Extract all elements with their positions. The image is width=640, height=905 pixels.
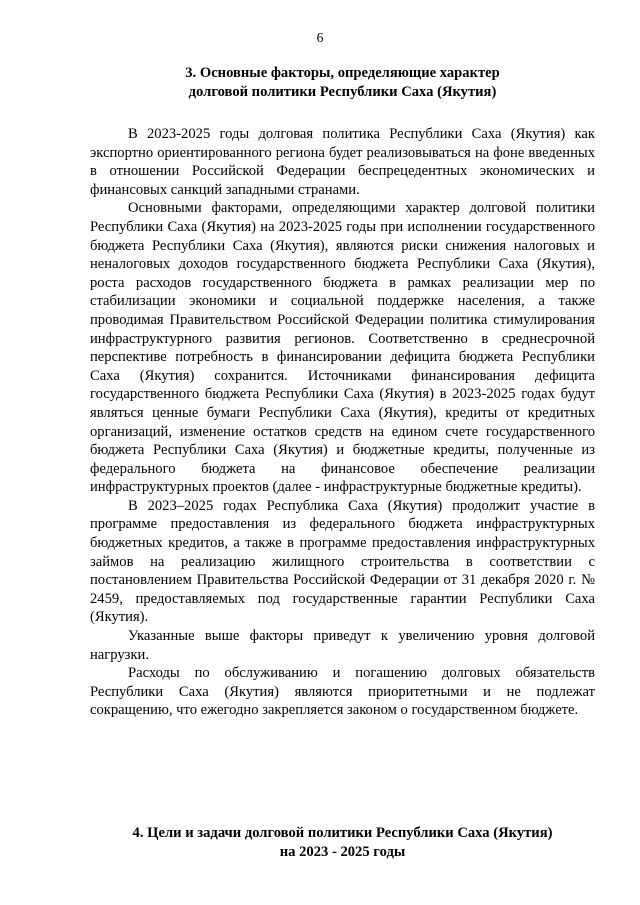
paragraph-export-region: В 2023-2025 годы долговая политика Республики Саха (Якутия) как экспортно ориентированного региона будет реализовываться на фоне введенных в отношении Российской Федерации беспрецедентных экономических и финансовых санкций западными странами.: [90, 126, 595, 198]
section-4-heading: [90, 824, 595, 862]
section-3-heading: [90, 64, 595, 102]
section-3-heading-line-2: долговой политики Республики Саха (Якутия): [188, 83, 497, 100]
section-3-body: [90, 125, 595, 720]
page-number: 6: [316, 30, 324, 45]
paragraph-infrastructure-credits: В 2023–2025 годах Республика Саха (Якутия) продолжит участие в программе предоставления из федерального бюджета инфраструктурных бюджетных кредитов, а также в программе предоставления инфраструктурных займов на реализацию жилищного строительства в соответствии с постановлением Правительства Российской Федерации от 31 декабря 2020 г. № 2459, предоставляемых под государственные гарантии Республики Саха (Якутия).: [90, 497, 595, 626]
paragraph-debt-load: Указанные выше факторы приведут к увеличению уровня долговой нагрузки.: [90, 628, 595, 663]
paragraph-main-factors: Основными факторами, определяющими характер долговой политики Республики Саха (Якутия) на 2023-2025 годы при исполнении государственного бюджета Республики Саха (Якутия), являются риски снижения налоговых и неналоговых доходов государственного бюджета Республики Саха (Якутия), роста расходов государственного бюджета в рамках реализации мер по стабилизации экономики и социальной поддержке населения, а также проводимая Правительством Российской Федерации политика стимулирования инфраструктурного развития регионов. Соответственно в среднесрочной перспективе потребность в финансировании дефицита бюджета Республики Саха (Якутия) сохранится. Источниками финансирования дефицита государственного бюджета Республики Саха (Якутия) в 2023-2025 годах будут являться ценные бумаги Республики Саха (Якутия), кредиты от кредитных организаций, изменение остатков средств на едином счете государственного бюджета Республики Саха (Якутия) и бюджетные кредиты, полученные из федерального бюджета на финансовое обеспечение реализации инфраструктурных проектов (далее - инфраструктурные бюджетные кредиты).: [90, 200, 595, 496]
paragraph-debt-service: Расходы по обслуживанию и погашению долговых обязательств Республики Саха (Якутия) являются приоритетными и не подлежат сокращению, что ежегодно закрепляется законом о государственном бюджете.: [90, 665, 595, 719]
section-4-heading-line-1: 4. Цели и задачи долговой политики Республики Саха (Якутия): [132, 825, 553, 841]
section-3-heading-line-1: 3. Основные факторы, определяющие характер: [185, 65, 500, 81]
section-4-heading-line-2: на 2023 - 2025 годы: [279, 843, 406, 860]
